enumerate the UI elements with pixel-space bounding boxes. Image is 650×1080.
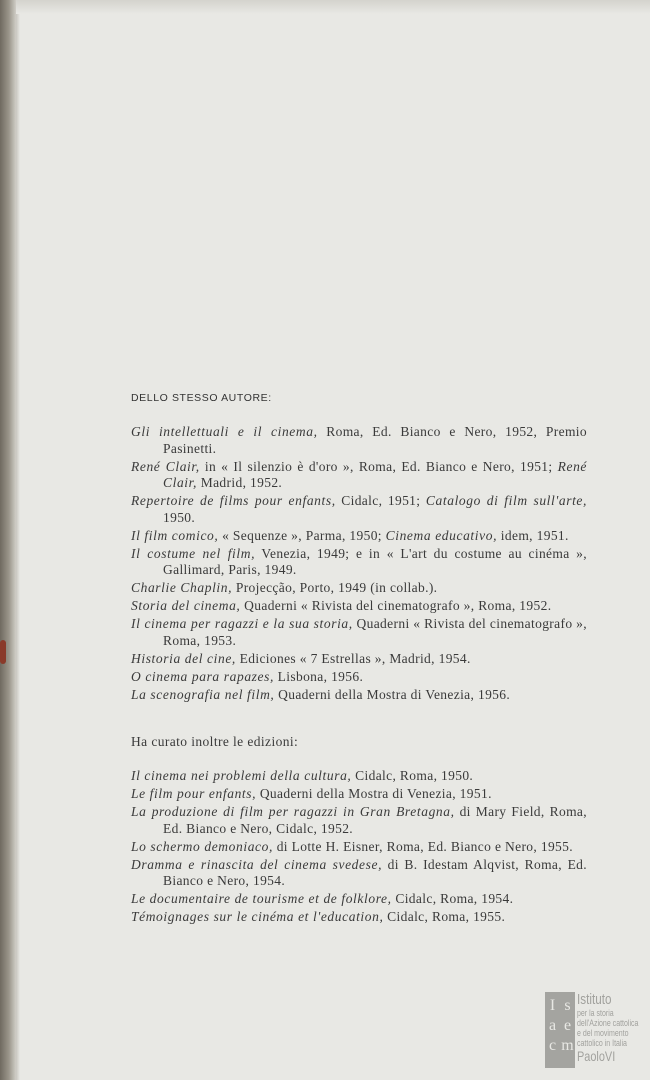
watermark-line: per la storia [577, 1008, 614, 1018]
watermark-line: PaoloVI [577, 1048, 616, 1064]
bibliography-entry [131, 651, 587, 668]
entry-details: Cidalc, Roma, 1954. [391, 891, 514, 906]
entry-title: Le documentaire de tourisme et de folklore, [131, 891, 392, 906]
watermark-line: dell'Azione cattolica [577, 1018, 639, 1028]
watermark-line: e del movimento [577, 1028, 629, 1038]
entry-details: Quaderni « Rivista del cinematografo », Roma, 1952. [240, 598, 552, 613]
page-top-shadow [16, 0, 650, 14]
entry-title: Gli intellettuali e il cinema, [131, 424, 318, 439]
entry-title: Storia del cinema, [131, 598, 241, 613]
entry-title: Charlie Chaplin, [131, 580, 233, 595]
entry-details: Cidalc, 1951; [335, 493, 426, 508]
entry-details: Ediciones « 7 Estrellas », Madrid, 1954. [235, 650, 471, 666]
bibliography-entry [131, 598, 587, 615]
bibliography-entry [131, 616, 587, 649]
editions-intro: Ha curato inoltre le edizioni: [131, 734, 299, 749]
watermark-logo [545, 992, 650, 1074]
entry-title: René Clair, [131, 458, 200, 474]
entry-title: Il cinema per ragazzi e la sua storia, [131, 616, 353, 631]
bibliography-entry [131, 909, 587, 926]
entry-details: di Lotte H. Eisner, Roma, Ed. Bianco e Nero, 1955. [272, 838, 573, 854]
entry-details: Projecção, Porto, 1949 (in collab.). [232, 580, 438, 595]
entry-details: Cidalc, Roma, 1955. [383, 909, 506, 924]
entry-title: La produzione di film per ragazzi in Gran Bretagna, [131, 804, 455, 819]
monogram-letter: s [564, 997, 571, 1014]
bibliography-entry [131, 493, 587, 526]
book-spine [0, 0, 16, 1080]
red-mark [0, 640, 6, 664]
bibliography-entry [131, 891, 587, 908]
watermark-line: cattolico in Italia [577, 1038, 627, 1048]
bibliography-entry [131, 580, 587, 597]
entry-title: Repertoire de films pour enfants, [131, 493, 336, 508]
bibliography-entry [131, 839, 587, 856]
entry-title: O cinema para rapazes, [131, 668, 274, 684]
entry-title: Historia del cine, [131, 650, 236, 666]
entry-details: « Sequenze », Parma, 1950; [218, 527, 386, 543]
entry-title: Le film pour enfants, [131, 786, 257, 801]
entry-title: La scenografia nel film, [131, 686, 275, 702]
bibliography-entry [131, 786, 587, 803]
section-heading: DELLO STESSO AUTORE: [131, 392, 272, 404]
bibliography-entry [131, 669, 587, 686]
entry-title: Il cinema nei problemi della cultura, [131, 768, 352, 783]
entry-details: Cidalc, Roma, 1950. [351, 768, 474, 783]
monogram-letter: e [563, 1017, 572, 1034]
monogram-letter: I [549, 997, 556, 1014]
page-edge [16, 0, 20, 1080]
bibliography-entry [131, 546, 587, 579]
entry-details: Quaderni « Rivista del cinematografo », Roma, 1953. [163, 616, 588, 648]
entry-title: Cinema educativo, [385, 527, 498, 543]
works-list [131, 424, 587, 703]
entry-title: Témoignages sur le cinéma et l'education, [131, 909, 384, 924]
entry-details: idem, 1951. [497, 527, 569, 543]
entry-details: Roma, Ed. Bianco e Nero, 1952, Premio Pasinetti. [163, 424, 587, 456]
entry-title: Dramma e rinascita del cinema svedese, [131, 856, 383, 872]
entry-title: Il film comico, [131, 527, 219, 543]
bibliography-entry [131, 424, 587, 457]
entry-title: Il costume nel film, [131, 545, 256, 561]
monogram-letter: m [561, 1037, 574, 1054]
bibliography-entry [131, 768, 587, 785]
watermark-text [577, 992, 638, 1074]
bibliography-entry [131, 459, 587, 492]
watermark-line: Istituto [577, 991, 612, 1008]
entry-title: René Clair, [163, 458, 588, 490]
entry-details: Quaderni della Mostra di Venezia, 1956. [274, 686, 511, 702]
entry-details: Lisbona, 1956. [273, 668, 364, 684]
entry-title: Catalogo di film sull'arte, [425, 493, 587, 508]
entry-details: di Mary Field, Roma, Ed. Bianco e Nero, Cidalc, 1952. [163, 804, 587, 836]
page-content [131, 391, 587, 927]
entry-details: Madrid, 1952. [197, 475, 283, 490]
entry-details: Venezia, 1949; e in « L'art du costume au cinéma », Gallimard, Paris, 1949. [163, 545, 588, 577]
bibliography-entry [131, 687, 587, 704]
entry-title: Lo schermo demoniaco, [131, 838, 273, 854]
monogram-letter: a [548, 1017, 557, 1034]
isacem-monogram [545, 992, 575, 1068]
monogram-letter: c [548, 1037, 557, 1054]
entry-details: Quaderni della Mostra di Venezia, 1951. [256, 786, 492, 801]
bibliography-entry [131, 804, 587, 837]
editions-list [131, 768, 587, 926]
entry-details: di B. Idestam Alqvist, Roma, Ed. Bianco e Nero, 1954. [163, 856, 587, 888]
bibliography-entry [131, 857, 587, 890]
bibliography-entry [131, 528, 587, 545]
entry-details: in « Il silenzio è d'oro », Roma, Ed. Bianco e Nero, 1951; [199, 458, 558, 474]
entry-details: 1950. [163, 509, 196, 525]
